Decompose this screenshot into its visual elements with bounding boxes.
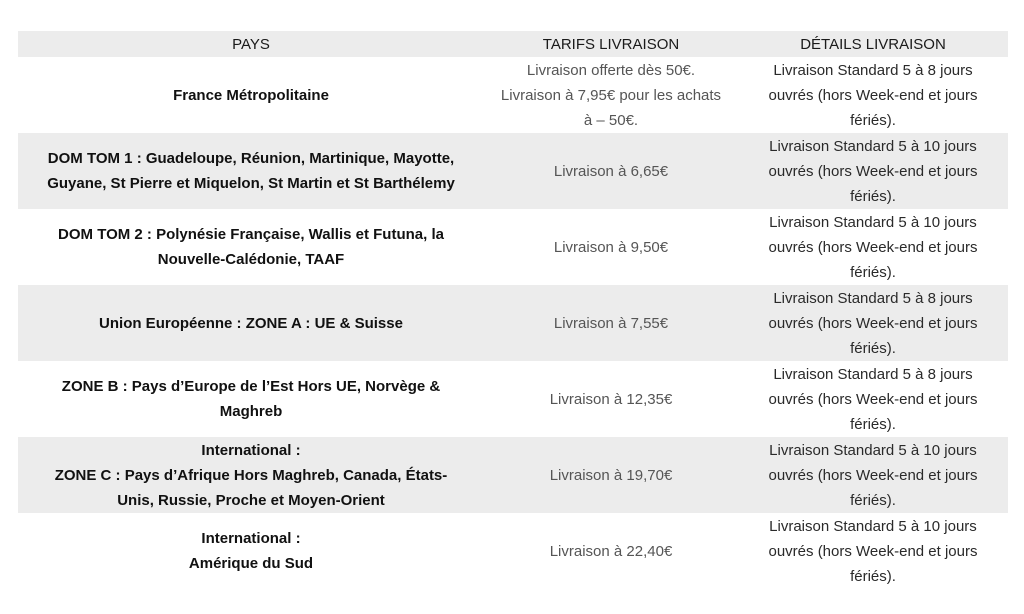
cell-tarif-line: à – 50€.	[583, 111, 639, 129]
shipping-rates-table	[18, 31, 1008, 589]
header-details-livraison: DÉTAILS LIVRAISON	[738, 31, 1008, 57]
cell-details	[738, 285, 1008, 361]
cell-pays	[18, 57, 484, 133]
cell-tarif-line: Livraison à 6,65€	[553, 162, 669, 180]
cell-details-line: Livraison Standard 5 à 8 jours	[773, 365, 973, 383]
table-row	[18, 513, 1008, 589]
cell-tarif	[484, 513, 738, 589]
cell-details	[738, 133, 1008, 209]
cell-details	[738, 209, 1008, 285]
cell-details	[738, 513, 1008, 589]
cell-details-line: ouvrés (hors Week-end et jours	[768, 238, 978, 256]
cell-details-line: fériés).	[850, 263, 896, 281]
cell-details	[738, 57, 1008, 133]
table-header-row	[18, 31, 1008, 57]
cell-tarif-line: Livraison offerte dès 50€.	[526, 61, 696, 79]
cell-details-line: ouvrés (hors Week-end et jours	[768, 314, 978, 332]
table-row	[18, 133, 1008, 209]
cell-details-line: ouvrés (hors Week-end et jours	[768, 162, 978, 180]
cell-pays-line: Unis, Russie, Proche et Moyen-Orient	[117, 491, 385, 509]
header-tarifs-livraison: TARIFS LIVRAISON	[484, 31, 738, 57]
cell-pays-line: Union Européenne : ZONE A : UE & Suisse	[99, 314, 403, 332]
cell-pays-line: International :	[201, 530, 301, 547]
table-row	[18, 285, 1008, 361]
table-row	[18, 209, 1008, 285]
cell-tarif-line: Livraison à 22,40€	[549, 542, 673, 560]
table-row	[18, 437, 1008, 513]
cell-tarif-line: Livraison à 7,55€	[553, 314, 669, 332]
cell-details-line: ouvrés (hors Week-end et jours	[768, 390, 978, 408]
cell-pays-line: France Métropolitaine	[173, 86, 329, 104]
cell-pays-line: Maghreb	[219, 403, 283, 420]
cell-pays-line: Amérique du Sud	[188, 555, 314, 572]
cell-pays-line: ZONE B : Pays d’Europe de l’Est Hors UE, Norvège &	[61, 378, 441, 395]
cell-tarif	[484, 285, 738, 361]
cell-pays	[18, 361, 484, 437]
cell-details-line: Livraison Standard 5 à 10 jours	[769, 213, 977, 231]
cell-tarif	[484, 133, 738, 209]
cell-details-line: Livraison Standard 5 à 8 jours	[773, 289, 973, 307]
cell-tarif	[484, 361, 738, 437]
cell-tarif	[484, 437, 738, 513]
table-body	[18, 57, 1008, 589]
cell-details-line: fériés).	[850, 567, 896, 585]
cell-tarif	[484, 209, 738, 285]
cell-tarif	[484, 57, 738, 133]
cell-details-line: fériés).	[850, 491, 896, 509]
cell-pays	[18, 209, 484, 285]
cell-tarif-line: Livraison à 9,50€	[553, 238, 669, 256]
cell-pays	[18, 437, 484, 513]
cell-details-line: ouvrés (hors Week-end et jours	[768, 86, 978, 104]
header-pays: PAYS	[18, 31, 484, 57]
cell-pays	[18, 513, 484, 589]
cell-details-line: Livraison Standard 5 à 10 jours	[769, 137, 977, 155]
cell-pays	[18, 285, 484, 361]
cell-details	[738, 437, 1008, 513]
cell-details-line: fériés).	[850, 339, 896, 357]
cell-pays-line: Nouvelle-Calédonie, TAAF	[157, 251, 345, 268]
cell-tarif-line: Livraison à 12,35€	[549, 390, 673, 408]
cell-tarif-line: Livraison à 7,95€ pour les achats	[500, 86, 722, 104]
cell-details-line: fériés).	[850, 415, 896, 433]
cell-tarif-line: Livraison à 19,70€	[549, 466, 673, 484]
table-row	[18, 361, 1008, 437]
table-row	[18, 57, 1008, 133]
cell-details	[738, 361, 1008, 437]
cell-details-line: fériés).	[850, 187, 896, 205]
cell-details-line: ouvrés (hors Week-end et jours	[768, 466, 978, 484]
cell-details-line: Livraison Standard 5 à 8 jours	[773, 61, 973, 79]
cell-pays-line: Guyane, St Pierre et Miquelon, St Martin et St Barthélemy	[47, 175, 455, 192]
cell-pays-line: DOM TOM 2 : Polynésie Française, Wallis et Futuna, la	[58, 226, 444, 243]
cell-pays-line: ZONE C : Pays d’Afrique Hors Maghreb, Canada, États-	[54, 466, 448, 484]
cell-details-line: Livraison Standard 5 à 10 jours	[769, 517, 977, 535]
cell-pays-line: International :	[201, 441, 301, 459]
cell-pays-line: DOM TOM 1 : Guadeloupe, Réunion, Martinique, Mayotte,	[47, 150, 455, 167]
cell-details-line: fériés).	[850, 111, 896, 129]
cell-details-line: ouvrés (hors Week-end et jours	[768, 542, 978, 560]
cell-details-line: Livraison Standard 5 à 10 jours	[769, 441, 977, 459]
cell-pays	[18, 133, 484, 209]
